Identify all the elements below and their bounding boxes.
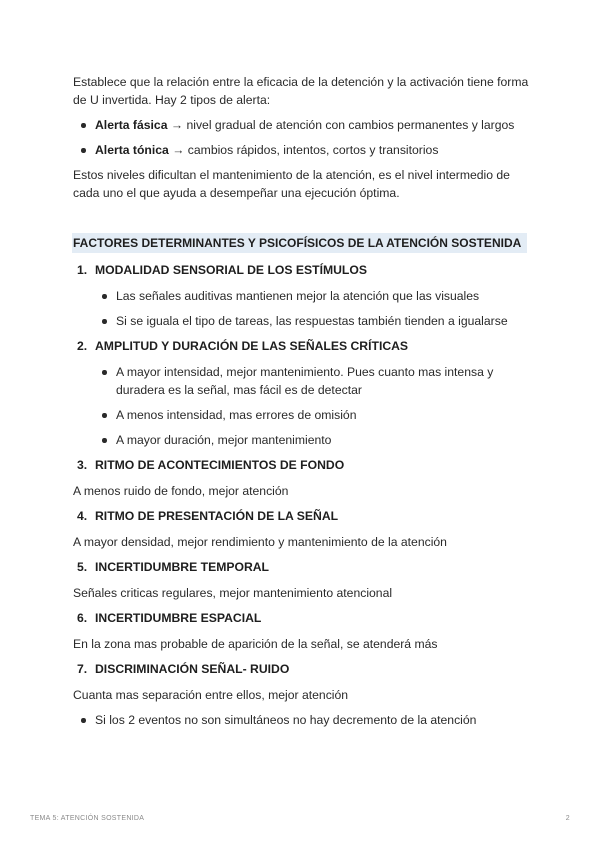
list-item: Si se iguala el tipo de tareas, las respuestas también tienden a igualarse: [73, 312, 533, 330]
factor-heading: [73, 558, 533, 576]
factor-heading: [73, 660, 533, 678]
factor-heading: [73, 609, 533, 627]
factor-number: 1.: [77, 263, 88, 277]
factor-bullets: [73, 363, 533, 449]
list-item: A menos intensidad, mas errores de omisión: [73, 406, 533, 424]
alert-types-list: [73, 116, 533, 159]
factor-title: RITMO DE PRESENTACIÓN DE LA SEÑAL: [95, 509, 339, 523]
alert-description: nivel gradual de atención con cambios permanentes y largos: [186, 118, 515, 132]
alert-term: Alerta tónica: [95, 143, 169, 157]
factor-title: AMPLITUD Y DURACIÓN DE LAS SEÑALES CRÍTICAS: [95, 339, 409, 353]
list-item: Si los 2 eventos no son simultáneos no hay decremento de la atención: [73, 711, 533, 729]
factor-number: 4.: [77, 509, 88, 523]
factor-number: 2.: [77, 339, 88, 353]
closing-paragraph: Estos niveles dificultan el mantenimiento de la atención, es el nivel intermedio de cada uno el que ayuda a desempeñar una ejecución óptima.: [73, 168, 510, 200]
factor-text: Cuanta mas separación entre ellos, mejor atención: [73, 688, 349, 702]
factor-title: INCERTIDUMBRE TEMPORAL: [95, 560, 270, 574]
factor-title: RITMO DE ACONTECIMIENTOS DE FONDO: [95, 458, 345, 472]
factor-heading: [73, 261, 533, 279]
arrow: →: [167, 118, 187, 132]
factor-bullets: [73, 711, 533, 729]
list-item: A mayor intensidad, mejor mantenimiento. Pues cuanto mas intensa y duradera es la señal, mas fácil es de detectar: [73, 363, 533, 399]
factor-number: 7.: [77, 662, 88, 676]
factor-text: Señales criticas regulares, mejor mantenimiento atencional: [73, 586, 393, 600]
factor-heading: [73, 456, 533, 474]
section-heading: FACTORES DETERMINANTES Y PSICOFÍSICOS DE LA ATENCIÓN SOSTENIDA: [72, 233, 527, 253]
list-item: [73, 116, 533, 134]
factor-text: En la zona mas probable de aparición de la señal, se atenderá más: [73, 637, 438, 651]
list-item: [73, 141, 533, 159]
factor-heading: [73, 507, 533, 525]
factor-number: 5.: [77, 560, 88, 574]
page-number: 2: [565, 815, 570, 822]
factor-heading: [73, 337, 533, 355]
factor-title: DISCRIMINACIÓN SEÑAL- RUIDO: [95, 662, 290, 676]
arrow: →: [168, 143, 188, 157]
factor-bullets: [73, 287, 533, 330]
list-item: A mayor duración, mejor mantenimiento: [73, 431, 533, 449]
factor-number: 6.: [77, 611, 88, 625]
intro-paragraph: Establece que la relación entre la eficacia de la detención y la activación tiene forma de U invertida. Hay 2 tipos de alerta:: [73, 75, 529, 107]
list-item: Las señales auditivas mantienen mejor la atención que las visuales: [73, 287, 533, 305]
factor-number: 3.: [77, 458, 88, 472]
page-footer: [30, 810, 570, 828]
alert-description: cambios rápidos, intentos, cortos y transitorios: [187, 143, 439, 157]
factor-text: A mayor densidad, mejor rendimiento y mantenimiento de la atención: [73, 535, 447, 549]
factor-text: A menos ruido de fondo, mejor atención: [73, 484, 289, 498]
factor-title: MODALIDAD SENSORIAL DE LOS ESTÍMULOS: [95, 263, 367, 277]
factor-title: INCERTIDUMBRE ESPACIAL: [95, 611, 262, 625]
alert-term: Alerta fásica: [95, 118, 168, 132]
footer-title: TEMA 5: ATENCIÓN SOSTENIDA: [30, 815, 145, 822]
page-content: [73, 73, 533, 736]
